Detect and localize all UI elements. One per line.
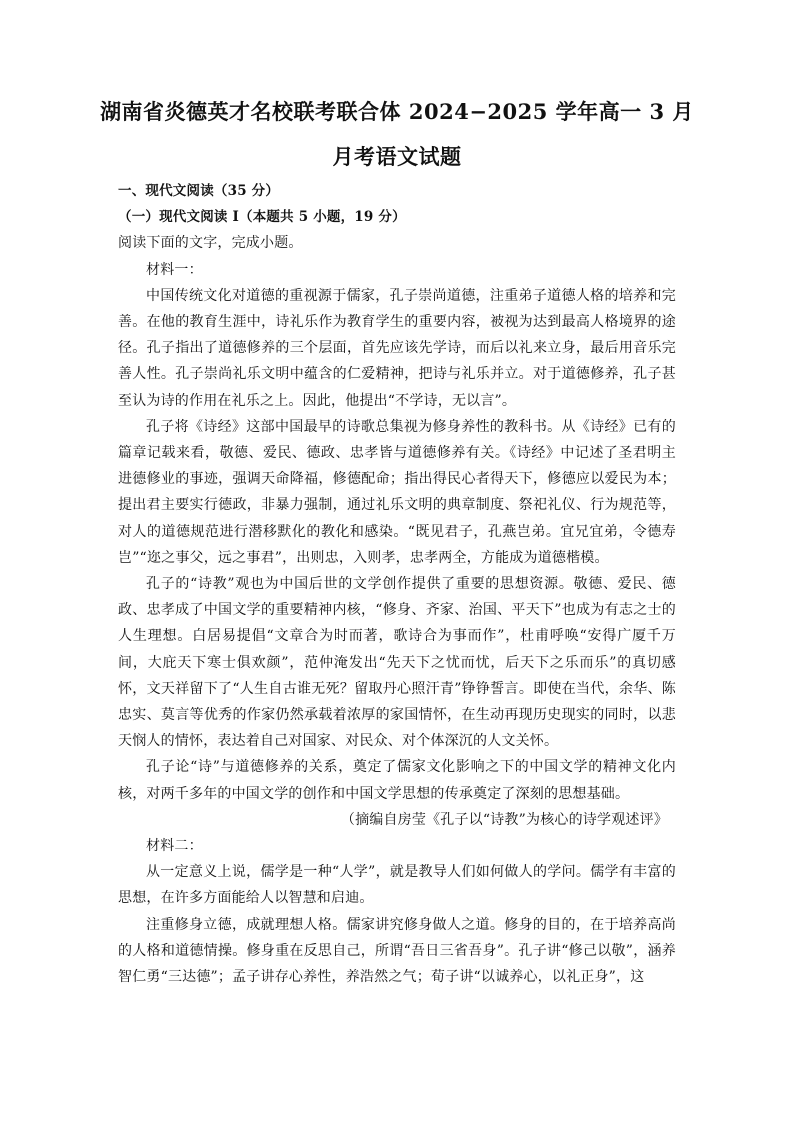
material1-paragraph: 孔子将《诗经》这部中国最早的诗歌总集视为修身养性的教科书。从《诗经》已有的篇章记载来看，敬德、爱民、德政、忠孝皆与道德修养有关。《诗经》中记述了圣君明主进德修业的事迹，强调天命降福，修德配命；指出得民心者得天下，修德应以爱民为本；提出君主要实行德政，非暴力强制，通过礼乐文明的典章制度、祭祀礼仪、行为规范等，对人的道德规范进行潜移默化的教化和感染。“既见君子，孔燕岂弟。宜兄宜弟，令德寿岂”“迩之事父，远之事君”，出则忠，入则孝，忠孝两全，方能成为道德楷模。 bbox=[118, 418, 676, 566]
material2-label: 材料二： bbox=[146, 838, 203, 855]
material2-paragraph: 从一定意义上说，儒学是一种“人学”，就是教导人们如何做人的学问。儒学有丰富的思想，在许多方面能给人以智慧和启迪。 bbox=[118, 864, 676, 907]
document-title-line1: 湖南省炎德英才名校联考联合体 2024−2025 学年高一 3 月 bbox=[100, 99, 694, 124]
material1-paragraph: 孔子的“诗教”观也为中国后世的文学创作提供了重要的思想资源。敬德、爱民、德政、忠孝成了中国文学的重要精神内核，“修身、齐家、治国、平天下”也成为有志之士的人生理想。白居易提倡“文章合为时而著，歌诗合为事而作”，杜甫呼唤“安得广厦千万间，大庇天下寒士俱欢颜”，范仲淹发出“先天下之忧而忧，后天下之乐而乐”的真切感怀，文天祥留下了“人生自古谁无死？留取丹心照汗青”铮铮誓言。即使在当代，余华、陈忠实、莫言等优秀的作家仍然承载着浓厚的家国情怀，在生动再现历史现实的同时，以悲天悯人的情怀，表达着自己对国家、对民众、对个体深沉的人文关怀。 bbox=[118, 576, 676, 750]
material1-paragraph: 孔子论“诗”与道德修养的关系，奠定了儒家文化影响之下的中国文学的精神文化内核，对两千多年的中国文学的创作和中国文学思想的传承奠定了深刻的思想基础。 bbox=[118, 759, 676, 802]
section-heading: 一、现代文阅读（35 分） bbox=[118, 183, 280, 199]
instruction-text: 阅读下面的文字，完成小题。 bbox=[118, 235, 303, 252]
material1-label: 材料一： bbox=[146, 261, 203, 278]
material1-paragraph: 中国传统文化对道德的重视源于儒家，孔子崇尚道德，注重弟子道德人格的培养和完善。在他的教育生涯中，诗礼乐作为教育学生的重要内容，被视为达到最高人格境界的途径。孔子指出了道德修养的三个层面，首先应该先学诗，而后以礼来立身，最后用音乐完善人性。孔子崇尚礼乐文明中蕴含的仁爱精神，把诗与礼乐并立。对于道德修养，孔子甚至认为诗的作用在礼乐之上。因此，他提出“不学诗，无以言”。 bbox=[118, 287, 676, 409]
material2-paragraph: 注重修身立德，成就理想人格。儒家讲究修身做人之道。修身的目的，在于培养高尚的人格和道德情操。修身重在反思自己，所谓“吾日三省吾身”。孔子讲“修己以敬”，涵养智仁勇“三达德”；孟子讲存心养性，养浩然之气；荀子讲“以诚养心，以礼正身”，这 bbox=[118, 916, 676, 986]
document-body bbox=[118, 178, 676, 990]
material1-source: （摘编自房莹《孔子以“诗教”为核心的诗学观述评》 bbox=[340, 811, 668, 828]
document-title-line2: 月考语文试题 bbox=[332, 144, 462, 169]
section-subheading: （一）现代文阅读 I（本题共 5 小题，19 分） bbox=[118, 209, 406, 226]
